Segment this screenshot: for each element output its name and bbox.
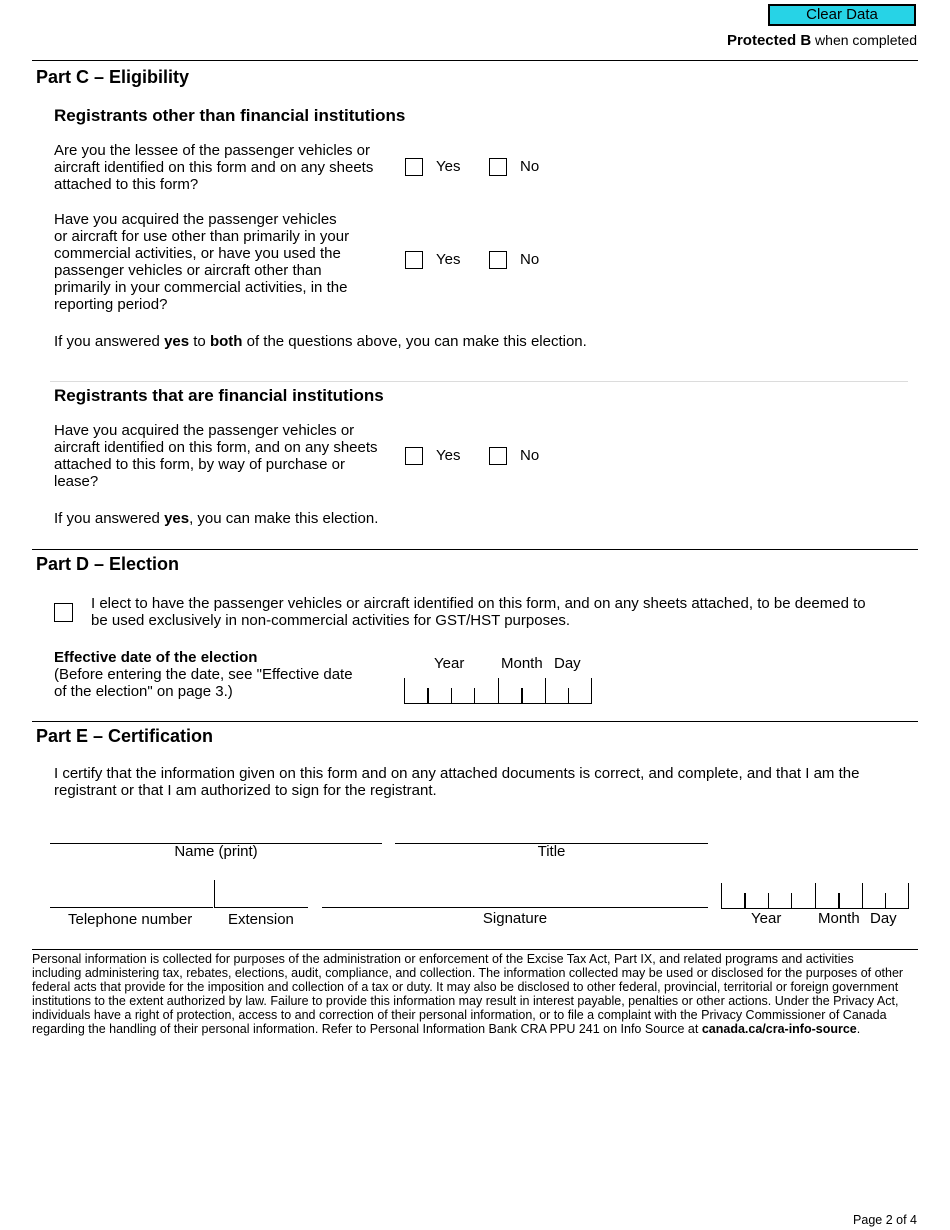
- q-line: Have you acquired the passenger vehicles: [54, 211, 337, 228]
- date-tick: [474, 688, 475, 703]
- certification-text: [54, 765, 914, 799]
- privacy-line: Personal information is collected for purposes of the administration or enforcement of the Excise Tax Act, Part IX, and related programs and activities: [32, 952, 854, 966]
- non-fi-note: [54, 333, 587, 350]
- effective-date-note: [54, 666, 353, 700]
- note-line: (Before entering the date, see "Effective date: [54, 666, 353, 683]
- non-fi-question-1: [54, 142, 399, 193]
- note-text: If you answered: [54, 333, 165, 350]
- date-tick: [404, 678, 405, 703]
- privacy-line: institutions to the extent authorized by law. Failure to provide this information may result in interest payable, penalties or other actions. Under the Privacy Act,: [32, 994, 899, 1008]
- q-line: attached to this form?: [54, 176, 199, 193]
- divider-privacy: [32, 949, 918, 950]
- q-line: aircraft identified on this form and on any sheets: [54, 159, 374, 176]
- privacy-text: regarding the handling of their personal information. Refer to Personal Information Bank CRA PPU 241 on Info Source at: [32, 1022, 702, 1036]
- page-number: Page 2 of 4: [853, 1213, 917, 1227]
- q1-yes-checkbox[interactable]: [405, 158, 423, 176]
- ext-line: [215, 907, 308, 908]
- q-line: Are you the lessee of the passenger vehicles or: [54, 142, 371, 159]
- note-text: , you can make this election.: [189, 510, 379, 527]
- part-c-title: Part C – Eligibility: [36, 67, 190, 87]
- date-tick: [838, 893, 840, 908]
- non-fi-question-2: [54, 211, 399, 313]
- q-line: lease?: [54, 473, 99, 490]
- note-text: If you answered: [54, 510, 165, 527]
- note-both: both: [209, 333, 243, 350]
- election-date-field[interactable]: [404, 678, 592, 704]
- election-text: [91, 595, 911, 629]
- fi-heading: Registrants that are financial institutions: [54, 386, 384, 405]
- note-line: of the election" on page 3.): [54, 683, 233, 700]
- cert-day-label: Day: [870, 910, 897, 927]
- q2-no-label: No: [520, 251, 540, 268]
- q-line: primarily in your commercial activities, in the: [54, 279, 348, 296]
- cert-line: registrant or that I am authorized to sign for the registrant.: [54, 782, 437, 799]
- name-print-label: Name (print): [174, 843, 258, 860]
- privacy-line: federal acts that provide for the imposition and collection of a tax or duty. It may also be disclosed to other federal, provincial, territorial or foreign government: [32, 980, 899, 994]
- election-month-label: Month: [501, 655, 543, 672]
- q-line: reporting period?: [54, 296, 168, 313]
- q3-yes-checkbox[interactable]: [405, 447, 423, 465]
- privacy-line: individuals have a right of protection, access to and correction of their personal information, or to file a complaint with the Privacy Commissioner of Canada: [32, 1008, 887, 1022]
- date-tick: [427, 688, 429, 703]
- note-yes: yes: [164, 333, 190, 350]
- date-tick: [591, 678, 592, 703]
- title-field[interactable]: [395, 828, 708, 844]
- cert-line: I certify that the information given on this form and on any attached documents is correct, and complete, and that I am the: [54, 765, 860, 782]
- q1-no-checkbox[interactable]: [489, 158, 507, 176]
- date-tick: [908, 883, 909, 908]
- certification-date-field[interactable]: [721, 883, 909, 909]
- extension-label: Extension: [228, 911, 294, 928]
- phone-line: [50, 907, 213, 908]
- q2-no-checkbox[interactable]: [489, 251, 507, 269]
- q-line: Have you acquired the passenger vehicles or: [54, 422, 355, 439]
- q-line: or aircraft for use other than primarily in your: [54, 228, 350, 245]
- date-tick: [451, 688, 452, 703]
- date-tick: [498, 678, 499, 703]
- date-tick: [885, 893, 886, 908]
- date-tick: [721, 883, 722, 908]
- divider-light: [50, 381, 908, 382]
- signature-field[interactable]: [322, 880, 708, 908]
- note-text: to: [189, 333, 210, 350]
- signature-label: Signature: [482, 910, 548, 927]
- election-line: I elect to have the passenger vehicles or aircraft identified on this form, and on any sheets attached, to be deemed to: [91, 595, 866, 612]
- date-baseline: [721, 908, 909, 909]
- q-line: attached to this form, by way of purchase or: [54, 456, 345, 473]
- date-baseline: [404, 703, 592, 704]
- q-line: commercial activities, or have you used the: [54, 245, 341, 262]
- election-day-label: Day: [554, 655, 581, 672]
- q1-yes-label: Yes: [436, 158, 461, 175]
- date-tick: [521, 688, 523, 703]
- date-tick: [815, 883, 816, 908]
- non-fi-heading: Registrants other than financial institutions: [54, 106, 406, 125]
- protected-b-rest: when completed: [811, 32, 917, 48]
- divider-part-d: [32, 549, 918, 550]
- date-tick: [768, 893, 769, 908]
- extension-field[interactable]: [215, 880, 308, 908]
- info-source-link[interactable]: canada.ca/cra-info-source: [701, 1022, 857, 1036]
- q2-yes-label: Yes: [436, 251, 461, 268]
- q3-no-checkbox[interactable]: [489, 447, 507, 465]
- date-tick: [568, 688, 569, 703]
- election-year-label: Year: [434, 655, 465, 672]
- q2-yes-checkbox[interactable]: [405, 251, 423, 269]
- clear-data-button[interactable]: Clear Data: [768, 4, 916, 26]
- name-print-field[interactable]: [50, 828, 382, 844]
- divider-top: [32, 60, 918, 61]
- date-tick: [545, 678, 546, 703]
- privacy-text: .: [856, 1022, 861, 1036]
- note-yes: yes: [164, 510, 190, 527]
- fi-note: [54, 510, 378, 527]
- q3-yes-label: Yes: [436, 447, 461, 464]
- effective-date-heading: Effective date of the election: [54, 649, 258, 666]
- title-label: Title: [537, 843, 566, 860]
- cert-year-label: Year: [751, 910, 782, 927]
- election-checkbox[interactable]: [54, 603, 73, 622]
- telephone-label: Telephone number: [68, 911, 193, 928]
- privacy-notice: [32, 952, 918, 1036]
- signature-line: [322, 907, 708, 908]
- date-tick: [744, 893, 746, 908]
- part-e-title: Part E – Certification: [36, 726, 214, 746]
- q3-no-label: No: [520, 447, 540, 464]
- q-line: passenger vehicles or aircraft other than: [54, 262, 322, 279]
- protected-b-label: [727, 32, 917, 49]
- q1-no-label: No: [520, 158, 540, 175]
- part-d-title: Part D – Election: [36, 554, 180, 574]
- telephone-field[interactable]: [50, 880, 213, 908]
- fi-question-1: [54, 422, 399, 490]
- note-text: of the questions above, you can make this election.: [242, 333, 587, 350]
- cert-month-label: Month: [818, 910, 860, 927]
- privacy-line: [32, 1022, 918, 1036]
- date-tick: [791, 893, 792, 908]
- date-tick: [862, 883, 863, 908]
- privacy-line: including administering tax, rebates, elections, audit, compliance, and collection. The information collected may be used or disclosed for the purposes of other: [32, 966, 904, 980]
- divider-part-e: [32, 721, 918, 722]
- q-line: aircraft identified on this form, and on any sheets: [54, 439, 378, 456]
- election-line: be used exclusively in non-commercial activities for GST/HST purposes.: [91, 612, 571, 629]
- protected-b-bold: Protected B: [726, 32, 812, 49]
